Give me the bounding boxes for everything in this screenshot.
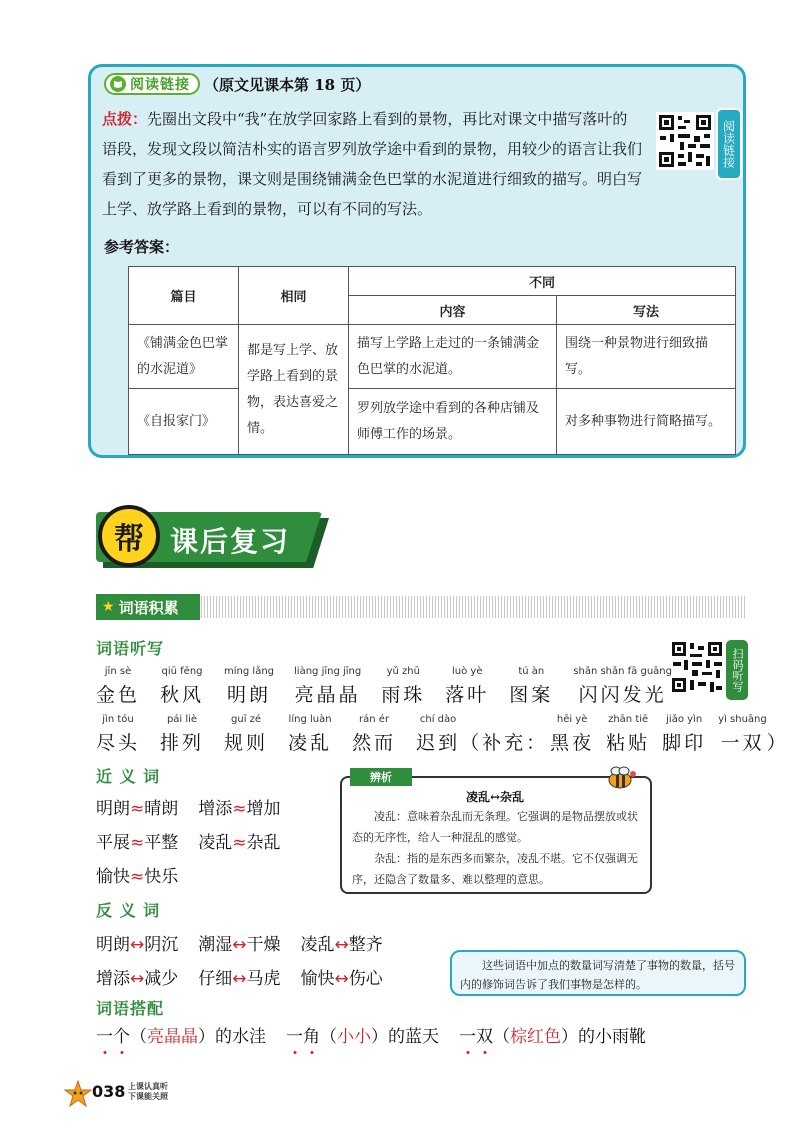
synonym-row: 愉快≈快乐 [96, 867, 179, 887]
footer-slogan: 上课认真听 下课能关照 [128, 1082, 168, 1101]
word-item: hēi yè 黑夜 [550, 714, 595, 754]
th-diff: 不同 [349, 267, 736, 296]
cell-content: 描写上学路上走过的一条铺满金色巴掌的水泥道。 [349, 325, 557, 389]
word-item: qiū fēng 秋风 [160, 666, 205, 706]
antonym-row: 明朗↔阴沉 潮湿↔干燥 凌乱↔整齐 [96, 935, 383, 955]
word-item: luò yè 落叶 [445, 666, 490, 706]
analysis-p2: 杂乱：指的是东西多而繁杂，凌乱不堪。它不仅强调无序，还隐含了数量多、难以整理的意思。 [352, 852, 638, 886]
qr-code[interactable] [656, 112, 714, 174]
th-same: 相同 [239, 267, 349, 325]
cell-title: 《铺满金色巴掌的水泥道》 [129, 325, 239, 389]
th-title: 篇目 [129, 267, 239, 325]
word-item: tú àn 图案 [509, 666, 554, 706]
vocab-badge [96, 594, 200, 620]
word-item: míng lǎng 明朗 [224, 666, 275, 706]
th-content: 内容 [349, 296, 557, 325]
word-row-1 [96, 666, 692, 707]
page-number: 038 [92, 1082, 126, 1101]
word-item: liàng jīng jīng 亮晶晶 [294, 666, 362, 706]
word-item: jiǎo yìn 脚印 [662, 714, 707, 754]
section-title: 课后复习 [170, 525, 291, 558]
supplement-close: ） [766, 732, 789, 754]
analysis-title: 凌乱↔杂乱 [466, 790, 525, 804]
word-item: rán ér 然而 [352, 714, 397, 754]
answer-title: 参考答案： [104, 238, 180, 256]
word-item: shǎn shǎn fā guāng 闪闪发光 [573, 666, 672, 706]
book-icon [110, 76, 126, 92]
listen-side-tab[interactable]: 扫码听写 [726, 640, 748, 700]
analysis-text [352, 806, 644, 890]
hint-text: 先圈出文段中“我”在放学回家路上看到的景物，再比对课文中描写落叶的语段，发现文段以简洁朴实的语言罗列放学途中看到的景物，用较少的语言让我们看到了更多的景物，课文则是围绕铺满金色巴掌的水泥道进行细致的描写。明白写上学、放学路上看到的景物，可以有不同的写法。 [102, 110, 643, 218]
cell-method: 对多种事物进行简略描写。 [557, 389, 736, 455]
collocation-title: 词语搭配 [96, 999, 165, 1018]
mascot-icon [64, 1080, 92, 1112]
antonym-title: 反 义 词 [96, 901, 161, 920]
collocation-row: 一个（亮晶晶）的水洼 一角（小小）的蓝天 一双（棕红色）的小雨靴 [96, 1027, 646, 1047]
star-icon: ★ [102, 599, 115, 615]
word-row-2 [96, 714, 789, 755]
analysis-p1: 凌乱：意味着杂乱而无条理。它强调的是物品摆放或状态的无序性，给人一种混乱的感觉。 [352, 810, 638, 844]
antonym-row: 增添↔减少 仔细↔马虎 愉快↔伤心 [96, 969, 383, 989]
reading-link-side-tab[interactable]: 阅读链接 [716, 108, 742, 180]
hint-paragraph [102, 104, 642, 224]
cell-content: 罗列放学途中看到的各种店铺及师傅工作的场景。 [349, 389, 557, 455]
analysis-tag: 辨析 [350, 768, 412, 786]
synonym-row: 平展≈平整 凌乱≈杂乱 [96, 833, 281, 853]
section-circle-badge: 帮 [98, 505, 160, 567]
word-item: yǔ zhū 雨珠 [381, 666, 426, 706]
supplement-label: 补充： [482, 732, 549, 754]
word-item: chí dào 迟到 [416, 714, 461, 754]
comparison-table [128, 266, 736, 455]
word-item: yì shuāng 一双 [718, 714, 767, 754]
reading-link-badge-label: 阅读链接 [130, 77, 190, 93]
hint-label: 点拨： [102, 110, 148, 128]
cell-title: 《自报家门》 [129, 389, 239, 455]
word-item: jìn tóu 尽头 [96, 714, 141, 754]
source-note: （原文见课本第 18 页） [204, 76, 371, 94]
word-item: zhān tiē 粘贴 [606, 714, 651, 754]
word-item: jīn sè 金色 [96, 666, 141, 706]
cell-same: 都是写上学、放学路上看到的景物，表达喜爱之情。 [239, 325, 349, 455]
supplement-open: （ [460, 732, 483, 754]
word-item: líng luàn 凌乱 [288, 714, 333, 754]
word-item: pái liè 排列 [160, 714, 205, 754]
listen-title: 词语听写 [96, 639, 165, 658]
synonym-row: 明朗≈晴朗 增添≈增加 [96, 799, 281, 819]
reading-link-badge [104, 73, 200, 95]
vocab-badge-label: 词语积累 [118, 598, 179, 617]
synonym-title: 近 义 词 [96, 767, 161, 786]
note-bubble: 这些词语中加点的数量词写清楚了事物的数量，括号内的修饰词告诉了我们事物是怎样的。 [450, 950, 746, 996]
bee-icon [604, 766, 638, 794]
word-item: guī zé 规则 [224, 714, 269, 754]
cell-method: 围绕一种景物进行细致描写。 [557, 325, 736, 389]
th-method: 写法 [557, 296, 736, 325]
